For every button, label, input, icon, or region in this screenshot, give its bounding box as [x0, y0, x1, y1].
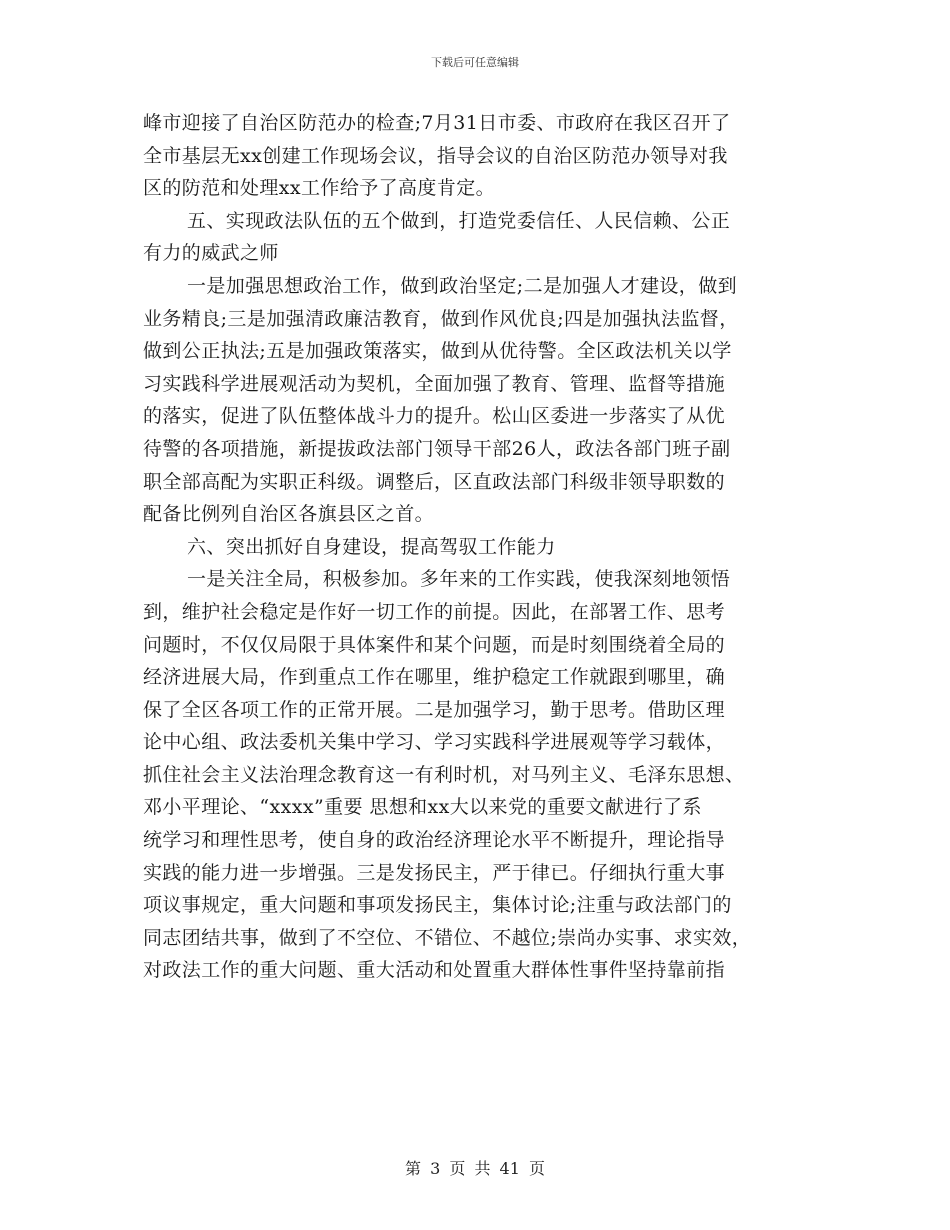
text-line: 保了全区各项工作的正常开展。二是加强学习，勤于思考。借助区理 — [143, 698, 726, 721]
text-line: 配备比例列自治区各旗县区之首。 — [143, 503, 435, 526]
page-number: 第 3 页 共 41 页 — [405, 1159, 545, 1178]
text-line: 论中心组、政法委机关集中学习、学习实践科学进展观等学习载体， — [143, 731, 726, 754]
text-line: 有力的威武之师 — [143, 242, 279, 265]
text-line: 同志团结共事，做到了不空位、不错位、不越位;崇尚办实事、求实效， — [143, 926, 752, 949]
text-line: 职全部高配为实职正科级。调整后，区直政法部门科级非领导职数的 — [143, 470, 726, 493]
text-line: 待警的各项措施，新提拔政法部门领导干部26人，政法各部门班子副 — [143, 437, 731, 460]
document-body — [143, 107, 810, 987]
text-line: 六、突出抓好自身建设，提高驾驭工作能力 — [187, 535, 556, 558]
text-line: 抓住社会主义法治理念教育这一有利时机，对马列主义、毛泽东思想、 — [143, 763, 745, 786]
text-line: 统学习和理性思考，使自身的政治经济理论水平不断提升，理论指导 — [143, 829, 726, 852]
text-line: 一是关注全局，积极参加。多年来的工作实践，使我深刻地领悟 — [187, 568, 731, 591]
text-line: 问题时，不仅仅局限于具体案件和某个问题，而是时刻围绕着全局的 — [143, 633, 726, 656]
text-line: 峰市迎接了自治区防范办的检查;7月31日市委、市政府在我区召开了 — [143, 112, 731, 134]
page-header-note: 下载后可任意编辑 — [431, 56, 519, 69]
text-line: 做到公正执法;五是加强政策落实，做到从优待警。全区政法机关以学 — [143, 340, 732, 363]
text-line: 项议事规定，重大问题和事项发扬民主，集体讨论;注重与政法部门的 — [143, 894, 732, 917]
text-line: 对政法工作的重大问题、重大活动和处置重大群体性事件坚持靠前指 — [143, 959, 726, 982]
text-line: 全市基层无xx创建工作现场会议，指导会议的自治区防范办领导对我 — [143, 144, 728, 167]
text-line: 经济进展大局，作到重点工作在哪里，维护稳定工作就跟到哪里，确 — [143, 666, 726, 689]
text-line: 的落实，促进了队伍整体战斗力的提升。松山区委进一步落实了从优 — [143, 405, 726, 428]
text-line: 业务精良;三是加强清政廉洁教育，做到作风优良;四是加强执法监督， — [143, 307, 739, 330]
text-line: 邓小平理论、“xxxx”重要 思想和xx大以来党的重要文献进行了系 — [143, 796, 702, 819]
text-line: 到，维护社会稳定是作好一切工作的前提。因此，在部署工作、思考 — [143, 600, 726, 623]
text-line: 一是加强思想政治工作，做到政治坚定;二是加强人才建设，做到 — [187, 274, 738, 297]
text-line: 实践的能力进一步增强。三是发扬民主，严于律已。仔细执行重大事 — [143, 861, 726, 884]
text-line: 五、实现政法队伍的五个做到，打造党委信任、人民信赖、公正 — [187, 209, 731, 232]
text-line: 习实践科学进展观活动为契机，全面加强了教育、管理、监督等措施 — [143, 372, 726, 395]
text-line: 区的防范和处理xx工作给予了高度肯定。 — [143, 177, 496, 200]
